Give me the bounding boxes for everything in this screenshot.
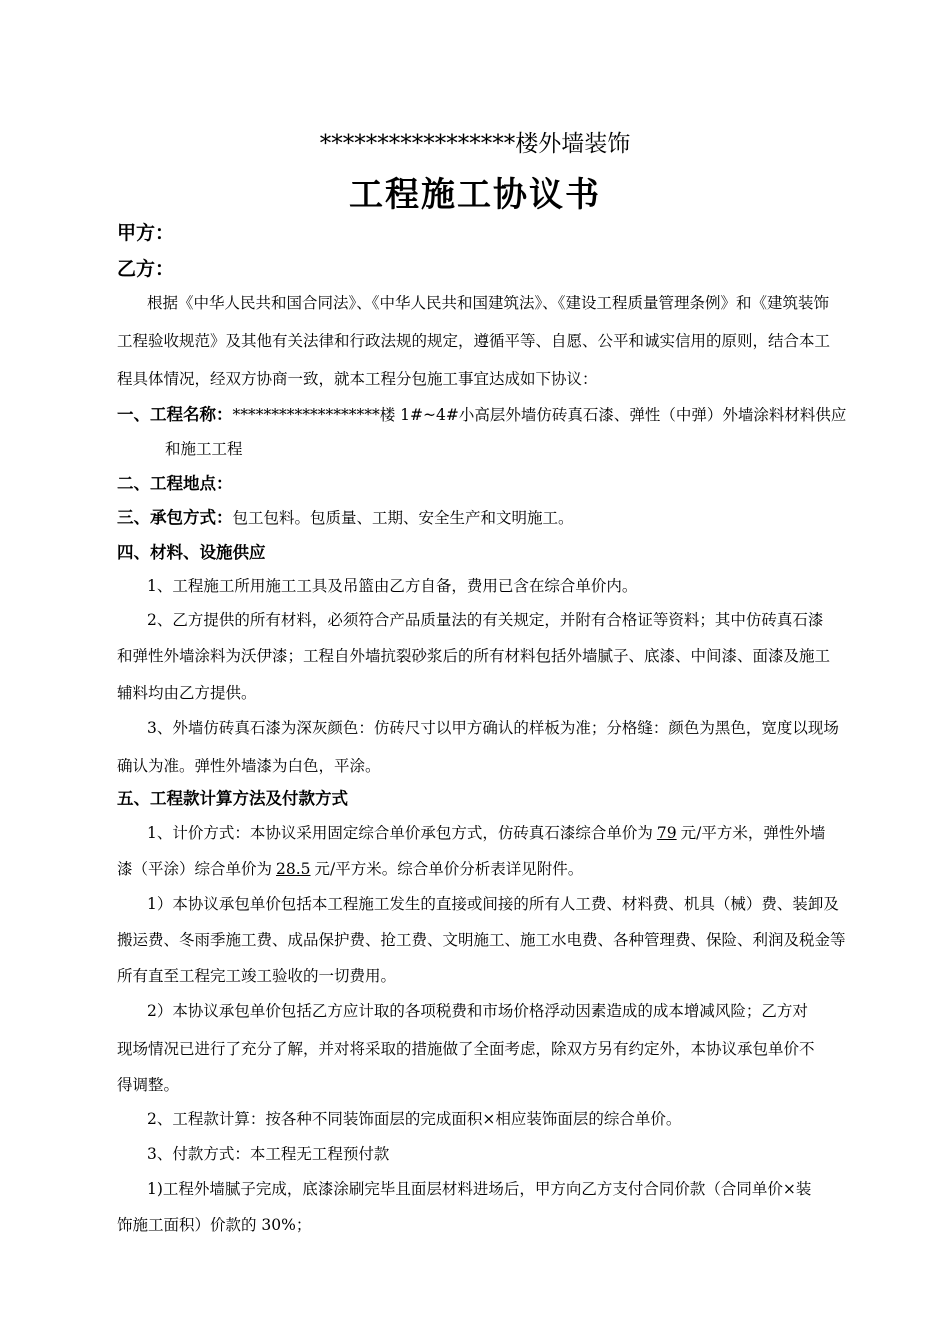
section-2-heading: 二、工程地点： (117, 474, 233, 493)
section-1-heading (117, 404, 846, 426)
project-name-continued: 和施工工程 (165, 440, 243, 458)
materials-item-1: 1、工程施工所用施工工具及吊篮由乙方自备，费用已含在综合单价内。 (147, 577, 638, 595)
party-a-label: 甲方： (117, 222, 175, 244)
pricing-note-1-line-2: 搬运费、冬雨季施工费、成品保护费、抢工费、文明施工、施工水电费、各种管理费、保险、利润及税金等 (117, 931, 846, 949)
pricing-line-2 (117, 859, 583, 879)
pricing-line-1-suffix: 元/平方米，弹性外墙 (680, 824, 826, 842)
project-name: *******************楼 1#~4#小高层外墙仿砖真石漆、弹性（中弹）外墙涂料材料供应 (232, 406, 847, 424)
section-4-heading: 四、材料、设施供应 (117, 543, 266, 562)
contract-mode: 包工包料。包质量、工期、安全生产和文明施工。 (232, 509, 574, 527)
pricing-line-1-prefix: 1、计价方式：本协议采用固定综合单价承包方式，仿砖真石漆综合单价为 (147, 824, 653, 842)
preamble-line-2: 工程验收规范》及其他有关法律和行政法规的规定，遵循平等、自愿、公平和诚实信用的原则，结合本工 (117, 332, 831, 350)
section-5-heading: 五、工程款计算方法及付款方式 (117, 789, 348, 808)
party-b-label: 乙方： (117, 258, 175, 280)
pricing-note-1-line-3: 所有直至工程完工竣工验收的一切费用。 (117, 967, 397, 985)
pricing-line-2-prefix: 漆（平涂）综合单价为 (117, 860, 273, 878)
pricing-note-2-line-3: 得调整。 (117, 1076, 180, 1094)
materials-item-3: 3、外墙仿砖真石漆为深灰颜色：仿砖尺寸以甲方确认的样板为准；分格缝：颜色为黑色，宽度以现场 (147, 719, 839, 737)
materials-item-2: 2、乙方提供的所有材料，必须符合产品质量法的有关规定，并附有合格证等资料；其中仿砖真石漆 (147, 611, 824, 629)
pricing-line-2-suffix: 元/平方米。综合单价分析表详见附件。 (314, 860, 584, 878)
pricing-note-2-line-2: 现场情况已进行了充分了解，并对将采取的措施做了全面考虑，除双方另有约定外，本协议承包单价不 (117, 1040, 815, 1058)
pricing-note-2: 2）本协议承包单价包括乙方应计取的各项税费和市场价格浮动因素造成的成本增减风险；乙方对 (147, 1002, 808, 1020)
stone-paint-unit-price: 79 (656, 824, 677, 842)
elastic-paint-unit-price: 28.5 (276, 860, 311, 878)
document-title: 工程施工协议书 (349, 175, 601, 215)
payment-calculation: 2、工程款计算：按各种不同装饰面层的完成面积×相应装饰面层的综合单价。 (147, 1110, 682, 1128)
pricing-line-1 (147, 823, 825, 843)
section-1-label: 一、工程名称： (117, 405, 233, 424)
section-3-label: 三、承包方式： (117, 508, 233, 527)
pricing-note-1: 1）本协议承包单价包括本工程施工发生的直接或间接的所有人工费、材料费、机具（械）费、装卸及 (147, 895, 839, 913)
document-subtitle: *****************楼外墙装饰 (319, 131, 631, 157)
payment-term-1: 1)工程外墙腻子完成，底漆涂刷完毕且面层材料进场后，甲方向乙方支付合同价款（合同单价×装 (147, 1180, 812, 1198)
payment-term-1-line-2: 饰施工面积）价款的 30%； (117, 1216, 312, 1234)
section-3-heading (117, 507, 574, 529)
payment-method: 3、付款方式：本工程无工程预付款 (147, 1145, 390, 1163)
preamble-line-3: 程具体情况，经双方协商一致，就本工程分包施工事宜达成如下协议： (117, 370, 598, 388)
materials-item-2-line-2: 和弹性外墙涂料为沃伊漆；工程自外墙抗裂砂浆后的所有材料包括外墙腻子、底漆、中间漆、面漆及施工 (117, 647, 831, 665)
preamble-line-1: 根据《中华人民共和国合同法》、《中华人民共和国建筑法》、《建设工程质量管理条例》和《建筑装饰 (147, 294, 830, 312)
materials-item-2-line-3: 辅料均由乙方提供。 (117, 684, 257, 702)
materials-item-3-line-2: 确认为准。弹性外墙漆为白色，平涂。 (117, 757, 381, 775)
